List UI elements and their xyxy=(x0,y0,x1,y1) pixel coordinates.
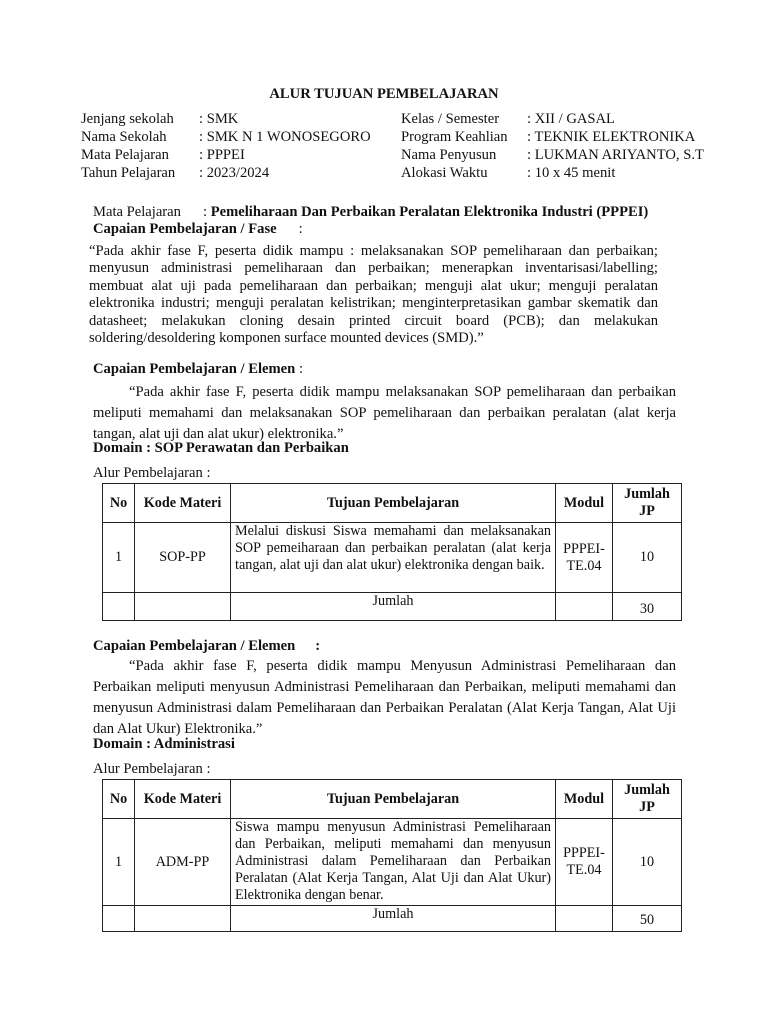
elemen-text: “Pada akhir fase F, peserta didik mampu Menyusun Administrasi Pemeliharaan dan Perbaikan meliputi menyusun Administrasi Pemeliharaan dan Perbaikan, meliputi memahami dan menyusun Administrasi dalam Pemeliharaan dan Perbaikan Peralatan (Alat Kerja Tangan, Alat Uji dan Alat Ukur) Elektronika.” xyxy=(93,658,676,737)
total-label: Jumlah xyxy=(231,593,556,621)
header-no: No xyxy=(103,484,135,523)
identity-label: Program Keahlian xyxy=(401,129,508,145)
identity-label: Mata Pelajaran xyxy=(81,147,169,163)
identity-value: : PPPEI xyxy=(199,147,245,163)
elemen-text: “Pada akhir fase F, peserta didik mampu melaksanakan SOP pemeliharaan dan perbaikan meliputi memahami dan melaksanakan SOP pemeliharaan dan perbaikan peralatan (alat kerja tangan, alat uji dan alat ukur) elektronika.” xyxy=(93,384,676,442)
total-value: 50 xyxy=(613,906,682,932)
cell-tujuan: Melalui diskusi Siswa memahami dan melaksanakan SOP pemeiharaan dan perbaikan peralatan (alat kerja tangan, alat uji dan alat ukur) elektronika dengan baik. xyxy=(231,523,556,593)
domain-heading: Domain : Administrasi xyxy=(93,736,235,752)
header-jumlah-jp: Jumlah JP xyxy=(613,780,682,819)
elemen-heading-line xyxy=(93,638,676,655)
cell-jp: 10 xyxy=(613,819,682,906)
identity-value: : XII / GASAL xyxy=(527,111,615,127)
header-modul: Modul xyxy=(556,780,613,819)
cp-fase-heading: Capaian Pembelajaran / Fase xyxy=(93,221,277,237)
cp-fase-text: “Pada akhir fase F, peserta didik mampu : melaksanakan SOP pemeliharaan dan perbaikan; menyusun administrasi pemeliharaan dan perbaikan; menerapkan inventarisasi/labelling; membuat alat uji pada pemeliharaan dan perbaikan; menguji alat ukur; menguji peralatan elektronika industri; menguji peralatan kelistrikan; menginterpretasikan gambar skematik dan datasheet; melakukan cloning desain printed circuit board (PCB); dan melakukan soldering/desoldering komponen surface mounted devices (SMD).” xyxy=(89,243,658,347)
identity-label: Alokasi Waktu xyxy=(401,165,488,181)
identity-label: Kelas / Semester xyxy=(401,111,500,127)
identity-value: : LUKMAN ARIYANTO, S.T xyxy=(527,147,704,163)
identity-label: Nama Sekolah xyxy=(81,129,167,145)
cell-kode: SOP-PP xyxy=(135,523,231,593)
cell-empty xyxy=(556,906,613,932)
subject-line xyxy=(93,204,676,221)
cell-jp: 10 xyxy=(613,523,682,593)
cell-no: 1 xyxy=(103,819,135,906)
alur-label: Alur Pembelajaran : xyxy=(93,465,211,481)
elemen-colon: : xyxy=(315,638,321,654)
table-header-row xyxy=(103,484,682,523)
identity-value: : SMK xyxy=(199,111,239,127)
elemen-heading-line xyxy=(93,361,676,378)
cell-modul: PPPEI-TE.04 xyxy=(556,523,613,593)
identity-value: : 10 x 45 menit xyxy=(527,165,616,181)
cell-tujuan: Siswa mampu menyusun Administrasi Pemeliharaan dan Perbaikan, meliputi memahami dan menyusun Administrasi dalam Pemeliharaan dan Perbaikan Peralatan (Alat Kerja Tangan, Alat Uji dan Alat Ukur) Elektronika dengan benar. xyxy=(231,819,556,906)
cell-empty xyxy=(135,906,231,932)
learning-goal-table xyxy=(102,779,682,932)
identity-value: : TEKNIK ELEKTRONIKA xyxy=(527,129,696,145)
header-tujuan: Tujuan Pembelajaran xyxy=(231,484,556,523)
identity-value: : 2023/2024 xyxy=(199,165,270,181)
table-total-row xyxy=(103,906,682,932)
subject-value: Pemeliharaan Dan Perbaikan Peralatan Elektronika Industri (PPPEI) xyxy=(210,204,649,220)
domain-heading: Domain : SOP Perawatan dan Perbaikan xyxy=(93,440,349,456)
document-title: ALUR TUJUAN PEMBELAJARAN xyxy=(269,86,499,102)
header-tujuan: Tujuan Pembelajaran xyxy=(231,780,556,819)
cell-no: 1 xyxy=(103,523,135,593)
identity-label: Nama Penyusun xyxy=(401,147,497,163)
subject-label: Mata Pelajaran xyxy=(93,204,181,220)
identity-label: Jenjang sekolah xyxy=(81,111,174,127)
table-header-row xyxy=(103,780,682,819)
cp-fase-colon: : xyxy=(298,221,303,237)
cell-kode: ADM-PP xyxy=(135,819,231,906)
total-value: 30 xyxy=(613,593,682,621)
cp-fase-heading-line xyxy=(93,221,676,238)
identity-label: Tahun Pelajaran xyxy=(81,165,176,181)
total-label: Jumlah xyxy=(231,906,556,932)
cell-empty xyxy=(103,593,135,621)
alur-label: Alur Pembelajaran : xyxy=(93,761,211,777)
learning-goal-table xyxy=(102,483,682,621)
identity-value: : SMK N 1 WONOSEGORO xyxy=(199,129,371,145)
elemen-heading: Capaian Pembelajaran / Elemen xyxy=(93,361,296,377)
header-kode-materi: Kode Materi xyxy=(135,484,231,523)
header-modul: Modul xyxy=(556,484,613,523)
elemen-heading: Capaian Pembelajaran / Elemen xyxy=(93,638,296,654)
cell-empty xyxy=(556,593,613,621)
cell-empty xyxy=(135,593,231,621)
subject-colon: : xyxy=(203,204,211,220)
header-no: No xyxy=(103,780,135,819)
cell-modul: PPPEI-TE.04 xyxy=(556,819,613,906)
table-row xyxy=(103,523,682,593)
elemen-colon: : xyxy=(298,361,303,377)
table-total-row xyxy=(103,593,682,621)
cell-empty xyxy=(103,906,135,932)
table-row xyxy=(103,819,682,906)
header-jumlah-jp: Jumlah JP xyxy=(613,484,682,523)
header-kode-materi: Kode Materi xyxy=(135,780,231,819)
